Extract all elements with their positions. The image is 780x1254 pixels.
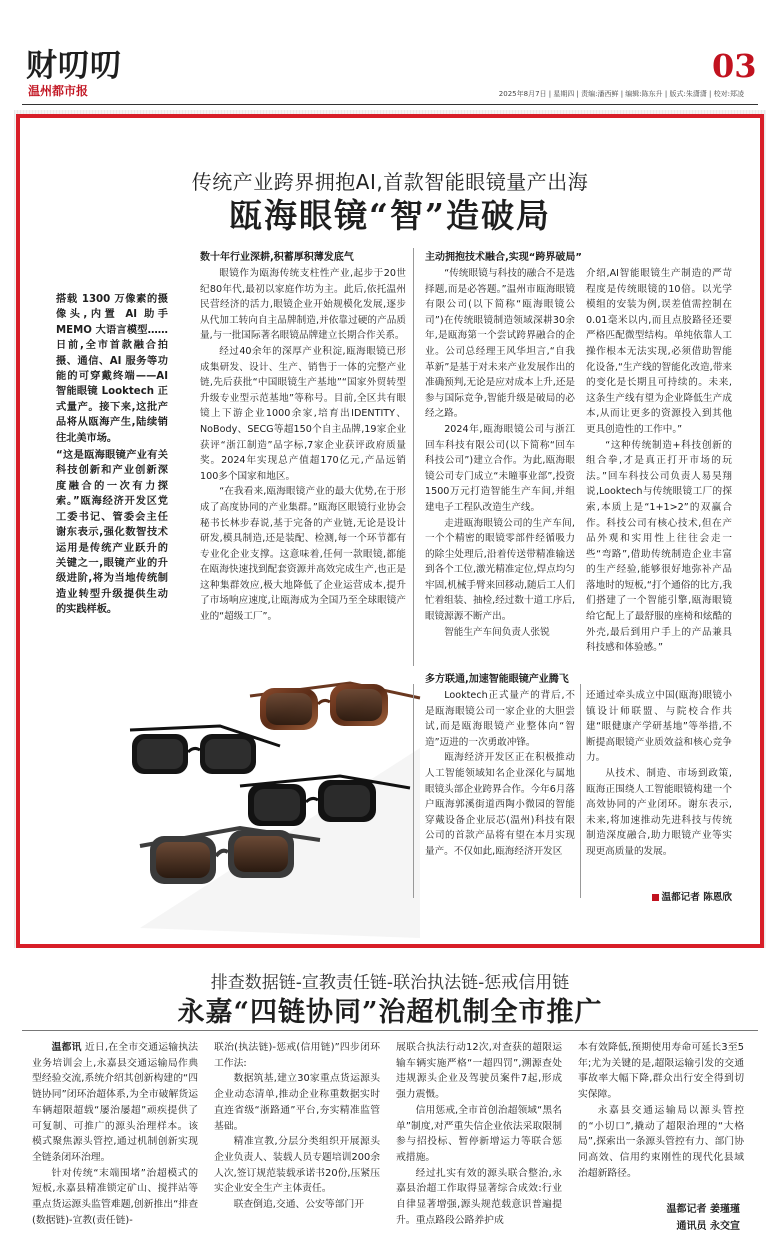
lead-column-1 <box>200 266 406 625</box>
smart-glasses-photo <box>120 668 425 938</box>
sidebar-paragraph: “这是瓯海眼镜产业有关科技创新和产业创新深度融合的一次有力探索。”瓯海经济开发区党工委书记、管委会主任谢东表示,强化数智技术运用是传统产业跃升的关键之一,眼镜产业的升级进阶,将为当地传统制造业转型升级提供生动的实践样板。 <box>56 450 168 616</box>
lead-byline: 温都记者 陈恩欣 <box>586 890 732 906</box>
second-title: 永嘉“四链协同”治超机制全市推广 <box>177 997 603 1028</box>
paragraph: “这种传统制造+科技创新的组合拳,才是真正打开市场的玩法。”回车科技公司负责人易昊翔说,Looktech与传统眼镜工厂的探索,本质上是“1+1>2”的双赢合作。科技公司有核心技术,但在产品外观和实用性上往往会走一些“弯路”,借助传统制造企业丰富的生产经验,能够很好地弥补产品落地时的短板,“打个通俗的比方,我们搭建了一个智能引擎,瓯海眼镜给它配上了最舒服的座椅和炫酷的外壳,最后到用户手上的产品兼具科技感和体验感。” <box>586 439 732 654</box>
column-divider <box>413 248 414 666</box>
paragraph <box>32 1040 198 1166</box>
paragraph: 智能生产车间负责人张锐 <box>444 626 550 638</box>
paragraph: 信用惩戒,全市首创治超领域“黑名单”制度,对严重失信企业依法采取限制参与招投标、暂停新增运力等联合惩戒措施。 <box>396 1104 562 1163</box>
lead-column-2b <box>425 688 575 860</box>
lead-title: 瓯海眼镜“智”造破局 <box>229 196 551 235</box>
paragraph: 介绍,AI智能眼镜生产制造的严苛程度是传统眼镜的10倍。以光学模组的安装为例,误差值需控制在0.01毫米以内,而且点胶路径还要严格匹配微型结构。单纯依靠人工操作根本无法实现,必须借助智能化设备,“生产线的智能化改造,带来的变化是长期且可持续的。未来,这条生产线有望为企业降低生产成本,从而让更多的资源投入到其他更具创造性的工作中。” <box>586 268 732 435</box>
lead-column-3b <box>586 688 732 860</box>
paragraph: 展联合执法行动12次,对查获的超限运输车辆实施严格“一超四罚”,溯源查处违规源头企业及驾驶员案件7起,形成强力震慑。 <box>396 1042 562 1101</box>
lead-sidebar <box>56 292 168 620</box>
paragraph: 本有效降低,预期使用寿命可延长3至5年;尤为关键的是,超限运输引发的交通事故率大幅下降,群众出行安全得到切实保障。 <box>578 1042 744 1101</box>
paragraph: 数据筑基,建立30家重点货运源头企业动态清单,推动企业称重数据实时直连省级“浙路通”平台,夯实精准监管基础。 <box>214 1073 380 1132</box>
paragraph: 从技术、制造、市场到政策,瓯海正围绕人工智能眼镜构建一个高效协同的产业闭环。谢东表示,未来,将加速推动先进科技与传统制造深度融合,助力眼镜产业等实现更高质量的发展。 <box>586 767 732 857</box>
paragraph: Looktech正式量产的背后,不是瓯海眼镜公司一家企业的大胆尝试,而是瓯海眼镜产业整体向“智造”迈进的一次勇敢冲锋。 <box>425 690 575 748</box>
col2b-subhead: 多方联通,加速智能眼镜产业腾飞 <box>425 674 569 685</box>
second-column-2 <box>214 1040 380 1213</box>
second-column-1 <box>32 1040 198 1228</box>
second-rule <box>22 1030 758 1031</box>
second-byline-correspondent: 通讯员 永交宣 <box>676 1221 740 1232</box>
paragraph: 经过40余年的深厚产业积淀,瓯海眼镜已形成集研发、设计、生产、销售于一体的完整产业链,先后获批“中国眼镜生产基地”“国家外贸转型升级专业型示范基地”等称号。目前,全区共有眼镜上下游企业1000余家,培育出IDENTITY、NoBody、SECG等超150个自主品牌,19家企业获评“浙江制造”品字标,7家企业获评政府质量奖。2024年实现总产值超170亿元,产品远销100多个国家和地区。 <box>200 345 406 482</box>
paragraph: 精准宣教,分层分类组织开展源头企业负责人、装载人员专题培训200余人次,签订规范装载承诺书20份,压紧压实企业安全生产主体责任。 <box>214 1136 380 1195</box>
lead-subtitle: 传统产业跨界拥抱AI,首款智能眼镜量产出海 <box>191 170 589 194</box>
page-number: 03 <box>712 47 757 85</box>
second-column-3 <box>396 1040 562 1228</box>
sidebar-paragraph: 搭载 1300 万像素的摄像头,内置 AI 助手 MEMO 大语言模型……日前,全市首款融合拍摄、通信、AI 服务等功能的可穿戴终端——AI 智能眼镜 Looktech 正式量产。接下来,这批产品将从瓯海产生,陆续销往北美市场。 <box>56 294 168 444</box>
second-byline-reporter: 温都记者 姜瑾瑾 <box>666 1204 740 1215</box>
lead-column-2 <box>425 266 575 640</box>
column-divider <box>413 684 414 898</box>
lead-column-3 <box>586 266 732 656</box>
second-column-4 <box>578 1040 744 1181</box>
paragraph: 经过扎实有效的源头联合整治,永嘉县治超工作取得显著综合成效:行业自律显著增强,源头规范载意识普遍提升。重点路段公路养护成 <box>396 1167 562 1226</box>
paragraph-text: 近日,在全市交通运输执法业务培训会上,永嘉县交通运输局作典型经验交流,系统介绍其创新构建的“四链协同”闭环治超体系,为全市破解货运车辆超限超载“屡治屡超”顽疾提供了可复制、可推广的源头治理样本。该模式聚焦源头管控,通过机制创新实现全链条闭环治理。 <box>32 1042 199 1163</box>
paragraph: “在我看来,瓯海眼镜产业的最大优势,在于形成了高度协同的产业集群。”瓯海区眼镜行业协会秘书长林步春说,基于完备的产业链,无论是设计研发,模具制造,还是装配、检测,每一个环节都有专业化企业支撑。这意味着,任何一款眼镜,都能在瓯海快速找到配套资源并高效完成生产,也正是这种集群效应,极大地降低了企业运营成本,提升了市场响应速度,让瓯海成为全国乃至全球眼镜产业的“超级工厂”。 <box>200 486 406 623</box>
paragraph: 联治(执法链)-惩戒(信用链)”四步闭环工作法: <box>214 1042 380 1069</box>
masthead-rule <box>22 104 758 105</box>
paragraph: 瓯海经济开发区正在积极推动人工智能领域知名企业深化与属地眼镜头部企业跨界合作。今年6月落户瓯海郭溪街道西陶小微园的智能穿戴设备企业辰芯(温州)科技有限公司的首款产品将有望在本月实现量产。不仅如此,瓯海经济开发区 <box>425 752 576 857</box>
dateline-lead: 温都讯 <box>51 1042 82 1053</box>
col2-subhead: 主动拥抱技术融合,实现“跨界破局” <box>425 252 582 263</box>
paragraph: 2024年,瓯海眼镜公司与浙江回车科技有限公司(以下简称“回车科技公司”)建立合作。为此,瓯海眼镜公司专门成立“未瞳事业部”,投资1500万元打造智能生产车间,并组建电子工程队改造生产线。 <box>425 423 575 513</box>
paragraph: 眼镜作为瓯海传统支柱性产业,起步于20世纪80年代,最初以家庭作坊为主。此后,依托温州民营经济的活力,眼镜企业开始规模化发展,逐步从代加工转向自主品牌制造,并依靠过硬的产品质量,与一批国际著名眼镜品牌建立长期合作关系。 <box>200 268 406 342</box>
paragraph: 还通过牵头成立中国(瓯海)眼镜小镇设计师联盟、与院校合作共建“眼健康产学研基地”等举措,不断提高眼镜产业质效益和核心竞争力。 <box>586 690 732 764</box>
second-subtitle: 排查数据链-宣教责任链-联治执法链-惩戒信用链 <box>210 973 570 993</box>
paragraph: 针对传统“末端围堵”治超模式的短板,永嘉县精准锁定矿山、搅拌站等重点货运源头监管难题,创新推出“排查(数据链)-宣教(责任链)- <box>32 1167 198 1226</box>
paragraph: 走进瓯海眼镜公司的生产车间,一个个精密的眼镜零部件经循吸力的除尘处理后,沿着传送带精准输送到各个工位,激光精准定位,焊点均匀牢固,机械手臂来回移动,随后工人们忙着组装、抽检,经过数十道工序后,眼镜源源不断产出。 <box>425 517 576 623</box>
section-title: 财叨叨 <box>26 48 122 84</box>
dateline: 2025年8月7日 | 星期四 | 责编:潘西鲜 | 编辑:陈东升 | 版式:朱潇潇 | 校对:郑凌 <box>498 90 744 98</box>
col1-subhead: 数十年行业深耕,积蓄厚积薄发底气 <box>200 252 354 263</box>
paper-name: 温州都市报 <box>28 84 89 98</box>
paragraph: “传统眼镜与科技的融合不是选择题,而是必答题。”温州市瓯海眼镜有限公司(以下简称“瓯海眼镜公司”)在传统眼镜制造领域深耕30余年,是瓯海第一个尝试跨界融合的企业。公司总经理王风华坦言,“自我革新”是基于对未来产业发展作出的准确预判,无论是应对成本上升,还是参与国际竞争,智能升级是破局的必经之路。 <box>425 268 576 420</box>
column-divider <box>580 684 581 898</box>
paragraph: 联查倒追,交通、公安等部门开 <box>233 1199 365 1211</box>
paragraph: 永嘉县交通运输局以源头管控的“小切口”,撬动了超限治理的“大格局”,探索出一条源头管控有力、部门协同高效、信用约束刚性的现代化县域治超新路径。 <box>578 1104 744 1179</box>
